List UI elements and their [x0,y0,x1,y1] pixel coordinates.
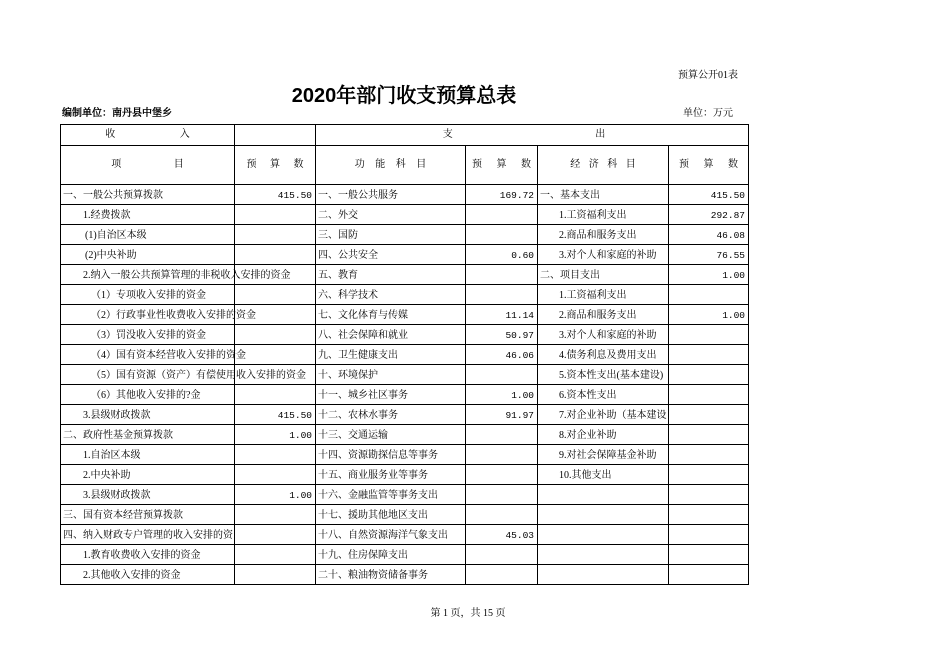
function-subject: 二十、粮油物资储备事务 [318,569,428,581]
economic-amount: 1.00 [722,309,745,321]
economic-subject: 二、项目支出 [540,269,600,281]
income-item-cell [61,345,246,365]
income-item: 2.中央补助 [83,469,131,481]
economic-subject: 6.资本性支出 [559,389,617,401]
economic-amount: 292.87 [710,209,745,221]
function-subject: 八、社会保障和就业 [318,329,408,341]
economic-amount [669,494,748,496]
function-amount: 11.14 [505,309,534,321]
economic-amount-cell [669,445,749,465]
economic-subject-cell [538,285,669,305]
economic-amount: 76.55 [716,249,745,261]
income-item-cell [61,265,291,285]
function-subject-header: 功 能 科 目 [354,159,427,170]
income-amount-cell [235,505,316,525]
economic-amount [669,574,748,576]
economic-amount [669,454,748,456]
function-amount: 1.00 [511,389,534,401]
function-subject: 七、文化体育与传媒 [318,309,408,321]
income-amount-header-cell [235,146,316,185]
table-row [61,345,749,365]
function-subject-cell [316,525,466,545]
income-amount: 1.00 [289,429,312,441]
function-subject: 十八、自然资源海洋气象支出 [318,529,448,541]
income-amount-cell [235,225,316,245]
function-amount: 91.97 [505,409,534,421]
economic-subject: 5.资本性支出(基本建设) [559,369,664,381]
function-amount-cell [466,465,538,485]
function-amount [466,574,537,576]
function-amount: 0.60 [511,249,534,261]
economic-amount-cell [669,245,749,265]
function-amount: 46.06 [505,349,534,361]
function-subject-cell [316,245,466,265]
income-item-cell [61,205,235,225]
economic-subject-cell [538,205,669,225]
income-item: （4）国有资本经营收入安排的资金 [91,349,246,361]
income-amount-cell [235,545,316,565]
economic-subject: 一、基本支出 [540,189,600,201]
economic-subject: 1.工资福利支出 [559,289,627,301]
form-code-label: 预算公开01表 [678,70,738,81]
function-amount [466,434,537,436]
function-amount: 50.97 [505,329,534,341]
economic-subject-cell [538,365,669,385]
income-amount-cell [235,405,316,425]
function-subject: 二、外交 [318,209,358,221]
economic-amount [669,534,748,536]
function-subject-cell [316,425,466,445]
income-item-cell [61,485,235,505]
income-group-blank-cell [235,125,316,146]
economic-subject-cell [538,265,669,285]
function-amount-cell [466,205,538,225]
economic-amount-cell [669,425,749,445]
economic-amount-cell [669,285,749,305]
function-subject-cell [316,225,466,245]
economic-amount-header-cell [669,146,749,185]
function-subject-header-cell [316,146,466,185]
income-amount-cell [235,445,316,465]
economic-amount [669,514,748,516]
income-item: （2）行政事业性收费收入安排的资金 [91,309,256,321]
function-amount-cell [466,525,538,545]
income-amount [235,534,315,536]
economic-amount [669,354,748,356]
table-row [61,405,749,425]
income-amount [235,254,315,256]
function-subject: 十二、农林水事务 [318,409,398,421]
function-subject: 十、环境保护 [318,369,378,381]
function-subject-cell [316,505,466,525]
economic-subject [538,574,668,576]
economic-subject [538,514,668,516]
function-amount-cell [466,565,538,585]
income-item: 3.县级财政拨款 [83,489,151,501]
economic-amount [669,474,748,476]
economic-subject-cell [538,465,669,485]
economic-subject: 10.其他支出 [559,469,612,481]
economic-subject [538,554,668,556]
function-subject-cell [316,285,466,305]
income-item-cell [61,245,235,265]
table-row [61,185,749,205]
function-subject: 十七、援助其他地区支出 [318,509,428,521]
function-subject: 三、国防 [318,229,358,241]
function-subject-cell [316,365,466,385]
function-subject-cell [316,545,466,565]
table-row [61,225,749,245]
economic-amount-cell [669,225,749,245]
economic-subject-cell [538,525,669,545]
economic-amount [669,414,748,416]
function-subject-cell [316,485,466,505]
function-subject: 十三、交通运输 [318,429,388,441]
table-row [61,265,749,285]
income-item: (1)自治区本级 [85,229,147,241]
economic-subject-cell [538,565,669,585]
function-amount-cell [466,225,538,245]
income-item-cell [61,565,235,585]
income-item: 1.自治区本级 [83,449,141,461]
income-item: 一、一般公共预算拨款 [63,189,163,201]
economic-subject-header-cell [538,146,669,185]
page-title: 2020年部门收支预算总表 [291,85,517,107]
economic-subject-cell [538,245,669,265]
income-item: （3）罚没收入安排的资金 [91,329,206,341]
function-amount-cell [466,405,538,425]
economic-subject-cell [538,505,669,525]
economic-amount-cell [669,405,749,425]
income-item: （1）专项收入安排的资金 [91,289,206,301]
economic-amount-cell [669,305,749,325]
table-row [61,365,749,385]
economic-subject: 2.商品和服务支出 [559,229,637,241]
economic-amount-cell [669,565,749,585]
income-amount-cell [235,385,316,405]
income-item-cell [61,505,235,525]
table-header [61,125,749,185]
currency-unit-label: 单位：万元 [683,108,733,119]
income-amount: 415.50 [277,189,312,201]
economic-subject-cell [538,345,669,365]
function-subject: 十五、商业服务业等事务 [318,469,428,481]
table-row [61,205,749,225]
economic-amount-header: 预 算 数 [679,159,738,170]
income-item-cell [61,545,235,565]
function-amount [466,294,537,296]
economic-amount-cell [669,465,749,485]
economic-subject: 1.工资福利支出 [559,209,627,221]
income-item-cell [61,285,235,305]
income-item-header: 项 目 [111,159,184,170]
economic-subject-cell [538,225,669,245]
income-item: （6）其他收入安排的?金 [91,389,201,401]
income-amount-cell [235,285,316,305]
income-amount: 1.00 [289,489,312,501]
function-amount-cell [466,485,538,505]
economic-subject-cell [538,305,669,325]
function-subject-cell [316,185,466,205]
function-amount [466,454,537,456]
function-subject-cell [316,385,466,405]
income-amount-cell [235,245,316,265]
function-amount [466,514,537,516]
income-item: 三、国有资本经营预算拨款 [63,509,183,521]
function-amount-cell [466,325,538,345]
function-amount [466,274,537,276]
function-amount: 45.03 [505,529,534,541]
income-item-cell [61,525,235,545]
income-item: 1.教育收费收入安排的资金 [83,549,201,561]
income-amount-cell [235,205,316,225]
economic-amount-cell [669,205,749,225]
income-amount [235,234,315,236]
economic-subject [538,494,668,496]
function-subject-cell [316,305,466,325]
economic-subject-cell [538,185,669,205]
function-subject: 十九、住房保障支出 [318,549,408,561]
table-row [61,525,749,545]
economic-amount-cell [669,345,749,365]
income-amount [235,354,315,356]
function-subject: 五、教育 [318,269,358,281]
economic-amount-cell [669,545,749,565]
income-amount-cell [235,465,316,485]
function-subject-cell [316,565,466,585]
income-amount [235,574,315,576]
function-subject-cell [316,465,466,485]
economic-amount-cell [669,185,749,205]
economic-amount [669,554,748,556]
income-item-cell [61,385,235,405]
table-row [61,505,749,525]
function-amount-cell [466,425,538,445]
function-subject: 十四、资源勘探信息等事务 [318,449,438,461]
function-amount-cell [466,305,538,325]
function-subject-cell [316,345,466,365]
table-row [61,245,749,265]
economic-subject-cell [538,385,669,405]
income-amount [235,454,315,456]
function-amount [466,474,537,476]
economic-amount-cell [669,265,749,285]
function-amount [466,234,537,236]
function-amount-cell [466,285,538,305]
income-group-label: 收 入 [105,129,190,140]
table-row [61,565,749,585]
function-amount-header-cell [466,146,538,185]
economic-amount [669,334,748,336]
income-item-cell [61,465,235,485]
table-body [61,185,749,585]
economic-amount: 415.50 [710,189,745,201]
function-amount-cell [466,445,538,465]
budget-summary-table [60,124,749,585]
function-subject: 六、科学技术 [318,289,378,301]
income-group-header-cell [61,125,235,146]
economic-amount-cell [669,385,749,405]
table-row [61,285,749,305]
income-item-cell [61,445,235,465]
function-amount: 169.72 [499,189,534,201]
income-amount [235,514,315,516]
economic-subject-cell [538,325,669,345]
function-amount-cell [466,245,538,265]
income-item: (2)中央补助 [85,249,137,261]
function-subject-cell [316,325,466,345]
function-amount-header: 预 算 数 [472,159,531,170]
income-item-cell [61,225,235,245]
function-amount-cell [466,505,538,525]
economic-subject-header: 经 济 科 目 [570,159,636,170]
function-amount-cell [466,365,538,385]
economic-subject-cell [538,485,669,505]
income-amount-header: 预 算 数 [246,159,304,170]
table-row [61,465,749,485]
income-item: 四、纳入财政专户管理的收入安排的资 [63,529,233,541]
function-amount-cell [466,545,538,565]
function-amount-cell [466,265,538,285]
function-subject: 四、公共安全 [318,249,378,261]
function-amount-cell [466,345,538,365]
income-item-cell [61,185,235,205]
function-amount [466,494,537,496]
economic-subject: 3.对个人和家庭的补助 [559,249,657,261]
compiling-unit-label: 编制单位：南丹县中堡乡 [62,108,172,119]
income-amount-cell [235,345,316,365]
income-item: 3.县级财政拨款 [83,409,151,421]
economic-subject [538,534,668,536]
function-amount [466,374,537,376]
economic-subject-cell [538,545,669,565]
income-amount-cell [235,425,316,445]
economic-amount [669,294,748,296]
economic-subject: 9.对社会保障基金补助 [559,449,657,461]
income-amount-cell [235,185,316,205]
economic-subject: 4.债务利息及费用支出 [559,349,657,361]
table-row [61,385,749,405]
income-amount [235,394,315,396]
function-subject: 一、一般公共服务 [318,189,398,201]
economic-subject: 8.对企业补助 [559,429,617,441]
function-amount [466,214,537,216]
income-amount-cell [235,485,316,505]
function-subject: 九、卫生健康支出 [318,349,398,361]
function-amount-cell [466,185,538,205]
page-footer: 第 1 页，共 15 页 [430,608,506,619]
income-amount-cell [235,325,316,345]
income-amount [235,474,315,476]
income-amount [235,294,315,296]
economic-subject-cell [538,445,669,465]
function-subject-cell [316,265,466,285]
economic-amount: 46.08 [716,229,745,241]
economic-subject: 2.商品和服务支出 [559,309,637,321]
income-item: 2.其他收入安排的资金 [83,569,181,581]
income-item-header-cell [61,146,235,185]
income-item: （5）国有资源（资产）有偿使用收入安排的资金 [91,369,306,381]
table-row [61,485,749,505]
function-amount [466,554,537,556]
table-row [61,545,749,565]
economic-amount [669,394,748,396]
function-subject: 十一、城乡社区事务 [318,389,408,401]
economic-subject: 7.对企业补助（基本建设 [559,409,667,421]
table-row [61,325,749,345]
header-group-row [61,125,749,146]
income-amount [235,214,315,216]
income-item-cell [61,425,235,445]
income-item-cell [61,365,306,385]
economic-subject-cell [538,405,669,425]
economic-amount-cell [669,525,749,545]
income-item-cell [61,405,235,425]
table-row [61,425,749,445]
function-subject-cell [316,405,466,425]
income-item-cell [61,325,235,345]
expenditure-group-label: 支 出 [442,129,606,140]
income-amount [235,334,315,336]
economic-amount-cell [669,365,749,385]
function-subject-cell [316,445,466,465]
economic-amount-cell [669,325,749,345]
income-item: 二、政府性基金预算拨款 [63,429,173,441]
economic-amount [669,374,748,376]
economic-subject-cell [538,425,669,445]
income-item-cell [61,305,256,325]
income-amount-cell [235,565,316,585]
function-subject: 十六、金融监管等事务支出 [318,489,438,501]
economic-subject: 3.对个人和家庭的补助 [559,329,657,341]
table-row [61,305,749,325]
economic-amount: 1.00 [722,269,745,281]
income-amount [235,554,315,556]
income-amount: 415.50 [277,409,312,421]
income-item: 1.经费拨款 [83,209,131,221]
function-subject-cell [316,205,466,225]
income-amount-cell [235,525,316,545]
economic-amount-cell [669,485,749,505]
economic-amount-cell [669,505,749,525]
table-row [61,445,749,465]
function-amount-cell [466,385,538,405]
header-column-row [61,146,749,185]
expenditure-group-header-cell [316,125,749,146]
economic-amount [669,434,748,436]
income-item: 2.纳入一般公共预算管理的非税收入安排的资金 [83,269,291,281]
